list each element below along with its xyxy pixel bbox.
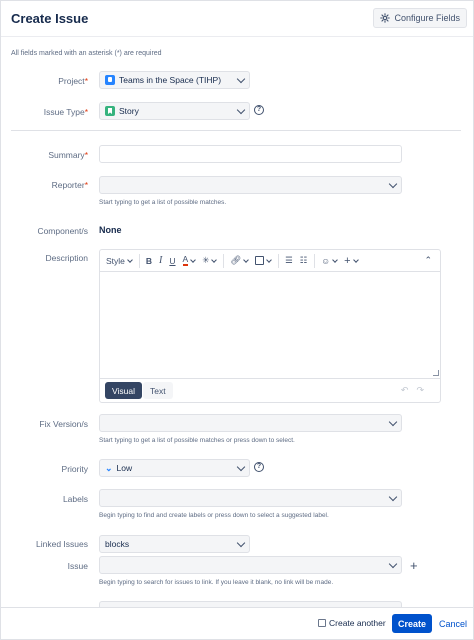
project-select[interactable] <box>99 71 250 89</box>
fix-versions-select[interactable] <box>99 414 402 432</box>
labels-select[interactable] <box>99 489 402 507</box>
redo-icon[interactable]: ↷ <box>416 385 432 395</box>
issue-select[interactable] <box>99 556 402 574</box>
emoji-icon: ☺ <box>321 255 331 266</box>
reporter-label: Reporter* <box>51 180 88 190</box>
components-value[interactable]: None <box>99 225 122 235</box>
create-another-toggle[interactable] <box>318 618 386 628</box>
chevron-down-icon <box>389 180 397 188</box>
undo-redo-controls <box>401 385 432 396</box>
underline-button[interactable]: U <box>169 255 176 266</box>
attachment-icon <box>255 256 264 265</box>
link-type-select[interactable] <box>99 535 250 553</box>
toolbar-divider <box>223 254 224 268</box>
issue-type-label: Issue Type* <box>43 107 88 117</box>
project-label: Project* <box>58 76 88 86</box>
undo-icon[interactable]: ↶ <box>400 385 417 395</box>
summary-input[interactable] <box>99 145 402 163</box>
numbered-list-icon: ☷ <box>299 255 308 265</box>
issue-type-value: Story <box>119 106 139 116</box>
create-another-label: Create another <box>329 618 386 628</box>
italic-button[interactable]: I <box>159 255 163 266</box>
chevron-down-icon <box>237 539 245 547</box>
project-avatar-icon <box>105 75 115 85</box>
text-color-dropdown[interactable]: A <box>183 253 196 269</box>
section-divider <box>11 130 461 131</box>
issue-type-select[interactable] <box>99 102 250 120</box>
chevron-down-icon <box>237 463 245 471</box>
toolbar-divider <box>139 254 140 268</box>
editor-mode-bar <box>100 378 440 402</box>
labels-label: Labels <box>62 494 88 504</box>
gear-icon <box>380 13 390 23</box>
attachment-dropdown[interactable] <box>255 253 271 269</box>
emoji-dropdown[interactable] <box>321 253 337 269</box>
help-icon[interactable]: ? <box>254 462 264 472</box>
chevron-down-icon <box>389 493 397 501</box>
toolbar-divider <box>314 254 315 268</box>
priority-label: Priority <box>61 464 88 474</box>
editor-toolbar <box>100 250 440 272</box>
style-dropdown[interactable]: Style <box>106 253 132 269</box>
tab-visual[interactable]: Visual <box>105 382 142 399</box>
required-fields-note: All fields marked with an asterisk (*) are required <box>11 50 162 57</box>
help-icon[interactable]: ? <box>254 105 264 115</box>
story-icon <box>105 106 115 116</box>
numbered-list-button[interactable] <box>300 253 308 269</box>
priority-low-icon: ⌄ <box>105 462 113 473</box>
priority-value: Low <box>116 463 133 473</box>
configure-fields-button[interactable] <box>373 8 467 28</box>
create-button[interactable]: Create <box>392 614 432 633</box>
reporter-select[interactable] <box>99 176 402 194</box>
issue-hint: Begin typing to search for issues to link. If you leave it blank, no link will be made. <box>99 579 334 586</box>
resize-handle-icon[interactable] <box>433 370 439 376</box>
create-another-checkbox[interactable] <box>318 619 326 627</box>
chevron-down-icon <box>389 560 397 568</box>
more-formatting-dropdown[interactable] <box>202 253 216 269</box>
fix-versions-hint: Start typing to get a list of possible matches or press down to select. <box>99 437 295 444</box>
dialog-header <box>1 1 473 37</box>
reporter-hint: Start typing to get a list of possible matches. <box>99 199 227 206</box>
plus-icon: + <box>344 254 351 267</box>
dialog-title: Create Issue <box>11 11 89 26</box>
bullet-list-button[interactable] <box>285 253 293 269</box>
bullet-list-icon: ☰ <box>285 255 293 265</box>
configure-fields-label: Configure Fields <box>394 13 460 23</box>
tab-text[interactable]: Text <box>143 382 173 399</box>
chevron-down-icon <box>237 106 245 114</box>
chevron-down-icon <box>389 418 397 426</box>
link-dropdown[interactable] <box>230 253 248 269</box>
linked-issues-label: Linked Issues <box>36 539 88 549</box>
text-effects-icon: ✳ <box>202 255 210 265</box>
labels-hint: Begin typing to find and create labels or press down to select a suggested label. <box>99 512 329 519</box>
description-editor <box>99 249 441 403</box>
description-textarea[interactable] <box>100 272 440 378</box>
cancel-link[interactable]: Cancel <box>439 619 468 629</box>
description-label: Description <box>45 253 88 263</box>
summary-label: Summary* <box>48 150 88 160</box>
link-icon: 🔗︎ <box>230 255 242 265</box>
priority-select[interactable] <box>99 459 250 477</box>
toolbar-divider <box>278 254 279 268</box>
project-value: Teams in the Space (TIHP) <box>119 75 222 85</box>
collapse-toolbar-icon[interactable]: ⌃ <box>424 255 432 265</box>
insert-dropdown[interactable] <box>344 253 357 269</box>
bold-button[interactable]: B <box>145 255 153 266</box>
fix-versions-label: Fix Version/s <box>39 419 88 429</box>
dialog-footer <box>1 607 473 639</box>
chevron-down-icon <box>237 75 245 83</box>
link-type-value: blocks <box>105 539 130 549</box>
components-label: Component/s <box>37 226 88 236</box>
issue-label: Issue <box>67 561 88 571</box>
add-link-plus-icon[interactable]: + <box>410 558 418 573</box>
